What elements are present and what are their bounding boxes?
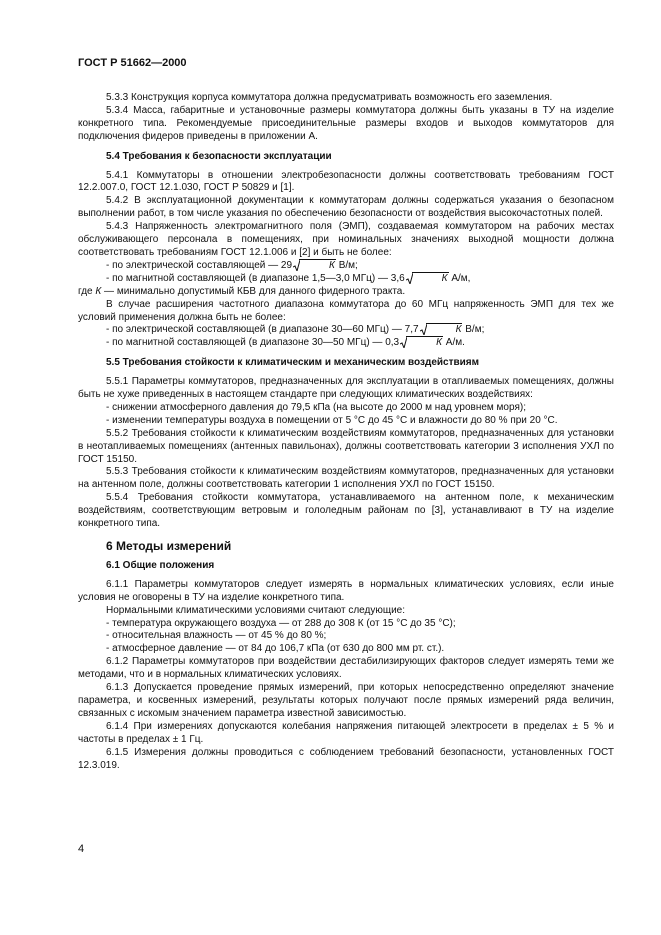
- heading-5-5: 5.5 Требования стойкости к климатическим и механическим воздействиям: [106, 357, 480, 369]
- para-6-1-5: 6.1.5 Измерения должны проводиться с соблюдением требований безопасности, установленных ГОСТ 12.3.019.: [78, 746, 614, 771]
- page-body: [78, 92, 614, 772]
- para-5-5-4: 5.5.4 Требования стойкости коммутатора, устанавливаемого на антенном поле, к механическим воздействиям, соответствующим ветровым и гололедным районам по [3], устанавливают в ТУ на изделие конкретного типа.: [78, 492, 614, 530]
- list-item-text: - по магнитной составляющей (в диапазоне 1,5—3,0 МГц) — 3,6: [106, 272, 405, 284]
- where-variable: К: [95, 285, 102, 297]
- para-6-1-3: 6.1.3 Допускается проведение прямых измерений, при которых непосредственно определяют значение параметра, и косвенных измерений, результаты которых получают после прямых измерений ряда величин, связанных с искомым значением параметра известной зависимостью.: [78, 682, 614, 719]
- para-5-4-1: 5.4.1 Коммутаторы в отношении электробезопасности должны соответствовать требованиям ГОСТ 12.2.007.0, ГОСТ 12.1.030, ГОСТ Р 50829 и [1].: [78, 169, 614, 194]
- page-number: 4: [78, 843, 85, 855]
- list-item-emf-magnetic: [78, 273, 614, 286]
- sqrt-sign-icon: [400, 337, 407, 348]
- para-5-5-2: 5.5.2 Требования стойкости к климатическим воздействиям коммутаторов, предназначенных для установки в неотапливаемых помещениях (антенных павильонах), должны соответствовать категории 3 исполнения УХЛ по ГОСТ 15150.: [78, 427, 614, 465]
- where-prefix: где: [78, 285, 96, 297]
- para-5-4-2: 5.4.2 В эксплуатационной документации к коммутаторам должны содержаться указания о безопасном выполнении работ, в том числе указания по обеспечению безопасности от воздействия высокочастотных полей.: [78, 195, 614, 220]
- para-5-3-3: 5.3.3 Конструкция корпуса коммутатора должна предусматривать возможность его заземления.: [106, 92, 553, 103]
- list-item-unit: В/м;: [462, 324, 485, 336]
- para-5-5-3: 5.5.3 Требования стойкости к климатическим воздействиям коммутаторов, предназначенных для установки на антенном поле, должны соответствовать категории 1 исполнения УХЛ по ГОСТ 15150.: [78, 466, 614, 491]
- para-normal-conditions: Нормальными климатическими условиями считают следующие:: [106, 604, 406, 616]
- heading-6: 6 Методы измерений: [106, 539, 232, 553]
- para-5-4-3: 5.4.3 Напряженность электромагнитного поля (ЭМП), создаваемая коммутатором на рабочих местах обслуживающего персонала в помещениях, при номинальных значениях выходной мощности должна соответствовать требованиям ГОСТ 12.1.006 и [2] и быть не более:: [78, 221, 614, 258]
- list-item: - температура окружающего воздуха — от 288 до 308 К (от 15 °С до 35 °С);: [106, 617, 456, 629]
- para-6-1-2: 6.1.2 Параметры коммутаторов при воздействии дестабилизирующих факторов следует измерять теми же методами, что и в нормальных климатических условиях.: [78, 656, 614, 681]
- list-item-unit: А/м,: [448, 272, 471, 284]
- sqrt-variable: К: [455, 324, 462, 336]
- sqrt-variable: К: [436, 337, 443, 349]
- sqrt-sign-icon: [420, 324, 427, 335]
- list-item-emf-electric-ext: [78, 324, 614, 337]
- sqrt-variable: К: [329, 259, 335, 271]
- sqrt-k-formula: [406, 273, 449, 284]
- list-item: - изменении температуры воздуха в помещении от 5 °С до 45 °С и влажности до 80 % при 20 °С.: [106, 414, 558, 426]
- list-item-unit: В/м;: [335, 259, 358, 271]
- list-item: - снижении атмосферного давления до 79,5 кПа (на высоте до 2000 м над уровнем моря);: [106, 401, 526, 413]
- heading-6-1: 6.1 Общие положения: [106, 559, 215, 571]
- list-item-emf-electric: [78, 260, 614, 273]
- sqrt-k-formula: [400, 337, 443, 348]
- list-item-text: - по магнитной составляющей (в диапазоне 30—50 МГц) — 0,3: [106, 337, 400, 349]
- document-header: ГОСТ Р 51662—2000: [78, 57, 187, 69]
- sqrt-variable: К: [441, 272, 448, 284]
- sqrt-sign-icon: [293, 260, 300, 271]
- para-extension: В случае расширения частотного диапазона коммутатора до 60 МГц напряженность ЭМП для тех же условий применения должна быть не более:: [78, 298, 614, 323]
- list-item: - относительная влажность — от 45 % до 80 %;: [106, 630, 327, 642]
- sqrt-k-formula: [293, 260, 336, 271]
- list-item-unit: А/м.: [443, 337, 465, 349]
- sqrt-k-formula: [420, 324, 463, 335]
- where-text: — минимально допустимый КБВ для данного фидерного тракта.: [101, 285, 406, 297]
- heading-5-4: 5.4 Требования к безопасности эксплуатации: [106, 150, 332, 162]
- list-item-text: - по электрической составляющей (в диапазоне 30—60 МГц) — 7,7: [106, 324, 419, 336]
- para-5-5-1: 5.5.1 Параметры коммутаторов, предназначенных для эксплуатации в отапливаемых помещениях, должны быть не хуже приведенных в настоящем стандарте при следующих климатических воздействиях:: [78, 376, 614, 401]
- para-6-1-1: 6.1.1 Параметры коммутаторов следует измерять в нормальных климатических условиях, если иные условия не оговорены в ТУ на изделие конкретного типа.: [78, 578, 614, 603]
- list-item-emf-magnetic-ext: [78, 337, 614, 350]
- para-where-k: [78, 286, 614, 299]
- para-5-3-4: 5.3.4 Масса, габаритные и установочные размеры коммутатора должны быть указаны в ТУ на изделие конкретного типа. Рекомендуемые присоединительные размеры входов и выходов коммутаторов для подключения фидеров приведены в приложении А.: [78, 104, 614, 142]
- para-6-1-4: 6.1.4 При измерениях допускаются колебания напряжения питающей электросети в пределах ± 5 % и частоты в пределах ± 1 Гц.: [78, 720, 614, 745]
- list-item: - атмосферное давление — от 84 до 106,7 кПа (от 630 до 800 мм рт. ст.).: [106, 643, 445, 655]
- list-item-text: - по электрической составляющей — 29: [106, 259, 293, 271]
- sqrt-sign-icon: [406, 273, 413, 284]
